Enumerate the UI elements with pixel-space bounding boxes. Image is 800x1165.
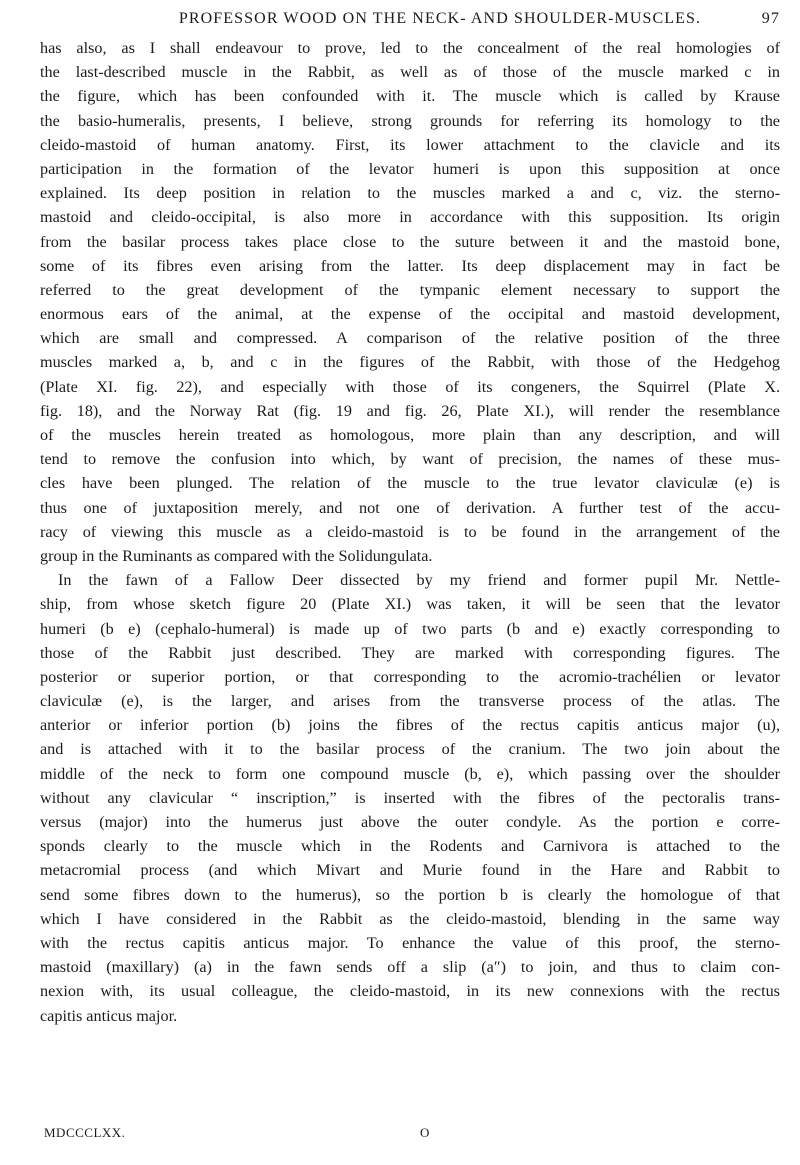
text-line: has also, as I shall endeavour to prove, led to the concealment of the real homologies of <box>40 39 780 57</box>
text-line: from the basilar process takes place close to the suture between it and the mastoid bone, <box>40 232 780 251</box>
text-line: which I have considered in the Rabbit as the cleido-mastoid, blending in the same way <box>40 909 780 928</box>
text-line: of the muscles herein treated as homologous, more plain than any description, and will <box>40 426 780 444</box>
text-line: racy of viewing this muscle as a cleido-mastoid is to be found in the arrangement of the <box>40 522 780 541</box>
text-line: humeri (b e) (cephalo-humeral) is made up of two parts (b and e) exactly corresponding to <box>40 619 780 638</box>
paragraph-end-line: capitis anticus major. <box>40 1006 178 1025</box>
text-line: with the rectus capitis anticus major. To enhance the value of this proof, the sterno- <box>40 933 780 952</box>
text-line: (Plate XI. fig. 22), and especially with those of its congeners, the Squirrel (Plate X. <box>40 377 780 396</box>
text-line: thus one of juxtaposition merely, and not one of derivation. A further test of the accu- <box>40 498 780 517</box>
text-line: the basio-humeralis, presents, I believe, strong grounds for referring its homology to the <box>40 111 780 130</box>
text-line: fig. 18), and the Norway Rat (fig. 19 and fig. 26, Plate XI.), will render the resemblance <box>40 401 780 420</box>
volume-signature: MDCCCLXX. <box>44 1125 126 1140</box>
text-line: mastoid (maxillary) (a) in the fawn sends off a slip (a″) to join, and thus to claim con- <box>40 958 780 977</box>
text-line: the figure, which has been confounded with it. The muscle which is called by Krause <box>40 87 780 106</box>
text-line: nexion with, its usual colleague, the cleido-mastoid, in its new connexions with the rectus <box>40 982 780 1001</box>
text-line: mastoid and cleido-occipital, is also more in accordance with this supposition. Its origin <box>40 208 780 227</box>
paragraph-start-line: In the fawn of a Fallow Deer dissected by my friend and former pupil Mr. Nettle- <box>58 571 780 590</box>
text-line: claviculæ (e), is the larger, and arises from the transverse process of the atlas. The <box>40 692 780 711</box>
running-title: PROFESSOR WOOD ON THE NECK- AND SHOULDER-MUSCLES. <box>178 10 702 27</box>
text-line: versus (major) into the humerus just above the outer condyle. As the portion e corre- <box>40 813 780 831</box>
sheet-mark: O <box>420 1125 430 1140</box>
text-line: send some fibres down to the humerus), so the portion b is clearly the homologue of that <box>40 885 780 904</box>
text-line: without any clavicular “ inscription,” is inserted with the fibres of the pectoralis trans- <box>40 788 780 807</box>
paragraph-end-line: group in the Ruminants as compared with the Solidungulata. <box>40 546 433 565</box>
text-line: metacromial process (and which Mivart and Murie found in the Hare and Rabbit to <box>40 861 780 880</box>
text-line: and is attached with it to the basilar process of the cranium. The two join about the <box>40 740 780 759</box>
text-line: which are small and compressed. A comparison of the relative position of the three <box>40 329 780 348</box>
page-footer <box>40 1123 780 1145</box>
text-line: the last-described muscle in the Rabbit, as well as of those of the muscle marked c in <box>40 63 780 82</box>
text-line: anterior or inferior portion (b) joins the fibres of the rectus capitis anticus major (u), <box>40 716 780 735</box>
text-line: enormous ears of the animal, at the expense of the occipital and mastoid development, <box>40 305 780 324</box>
text-line: posterior or superior portion, or that corresponding to the acromio-trachélien or levator <box>40 667 780 686</box>
text-line: cleido-mastoid of human anatomy. First, its lower attachment to the clavicle and its <box>40 135 780 154</box>
text-line: sponds clearly to the muscle which in the Rodents and Carnivora is attached to the <box>40 837 780 856</box>
text-line: those of the Rabbit just described. They are marked with corresponding figures. The <box>40 643 780 662</box>
text-line: explained. Its deep position in relation to the muscles marked a and c, viz. the sterno- <box>40 184 780 203</box>
text-line: ship, from whose sketch figure 20 (Plate XI.) was taken, it will be seen that the levator <box>40 595 780 614</box>
text-line: referred to the great development of the tympanic element necessary to support the <box>40 280 780 299</box>
page-number: 97 <box>761 10 780 27</box>
running-header <box>40 6 780 34</box>
text-line: cles have been plunged. The relation of the muscle to the true levator claviculæ (e) is <box>40 474 780 493</box>
text-line: participation in the formation of the levator humeri is upon this supposition at once <box>40 159 780 178</box>
text-line: tend to remove the confusion into which, by want of precision, the names of these mus- <box>40 450 780 469</box>
body-text <box>40 36 780 1028</box>
text-line: some of its fibres even arising from the latter. Its deep displacement may in fact be <box>40 256 780 275</box>
text-line: middle of the neck to form one compound muscle (b, e), which passing over the shoulder <box>40 764 780 783</box>
text-line: muscles marked a, b, and c in the figures of the Rabbit, with those of the Hedgehog <box>40 353 780 372</box>
